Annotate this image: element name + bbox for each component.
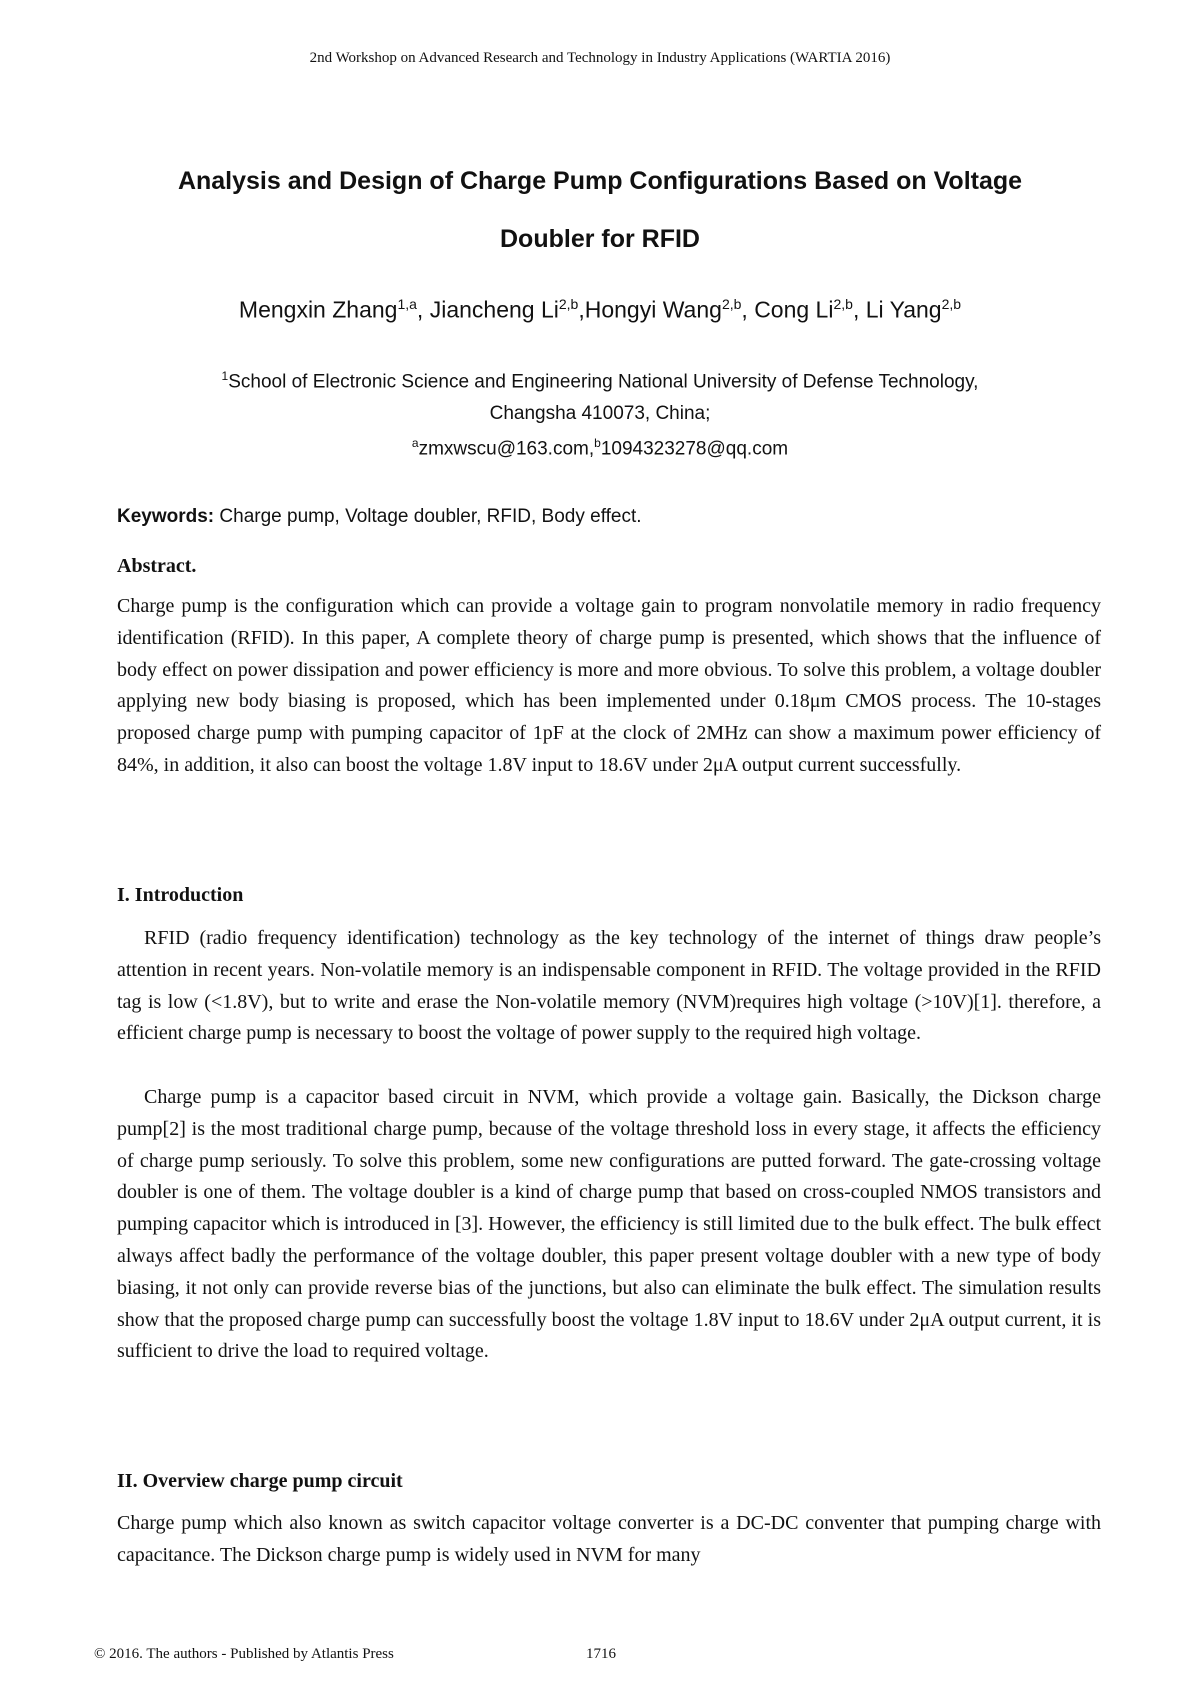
affiliation-line-1 — [100, 360, 1100, 398]
paper-title — [80, 152, 1120, 268]
author-name: Hongyi Wang — [584, 296, 722, 323]
affiliation-line-2: Changsha 410073, China; — [489, 403, 711, 425]
email-sup-a: a — [411, 436, 419, 450]
author-list — [80, 296, 1120, 324]
author-affil-sup: 2,b — [941, 296, 962, 312]
email-b: 1094323278@qq.com — [600, 438, 789, 460]
page-number: 1716 — [586, 1646, 616, 1662]
author-affil-sup: 2,b — [558, 296, 579, 312]
overview-paragraph-1: Charge pump which also known as switch capacitor voltage converter is a DC-DC conventer that pumping charge with capacitance. The Dickson charge pump is widely used in NVM for many — [117, 1512, 1101, 1566]
conference-header: 2nd Workshop on Advanced Research and Technology in Industry Applications (WARTIA 2016) — [309, 50, 891, 66]
affiliation-text: School of Electronic Science and Engineering National University of Defense Technology, — [228, 371, 979, 393]
author-name: Jiancheng Li — [429, 296, 559, 323]
email-a: zmxwscu@163.com, — [418, 438, 595, 460]
introduction-paragraph-1: RFID (radio frequency identification) technology as the key technology of the internet of things draw people’s attention in recent years. Non-volatile memory is an indispensable component in RFID. The voltage provided in the RFID tag is low (<1.8V), but to write and erase the Non-volatile memory (NVM)requires high voltage (>10V)[1]. therefore, a efficient charge pump is necessary to boost the voltage of power supply to the required high voltage. — [117, 927, 1101, 1045]
author-name: Cong Li — [754, 296, 834, 323]
author-affil-sup: 2,b — [833, 296, 853, 312]
keywords-text: Charge pump, Voltage doubler, RFID, Body effect. — [214, 506, 642, 527]
affiliation-sup: 1 — [221, 369, 229, 383]
keywords — [117, 506, 1097, 528]
author-affil-sup: 2,b — [721, 296, 742, 312]
introduction-paragraph-2: Charge pump is a capacitor based circuit in NVM, which provide a voltage gain. Basically, the Dickson charge pump[2] is the most traditional charge pump, because of the voltage threshold loss in every stage, it affects the efficiency of charge pump seriously. To solve this problem, some new configurations are putted forward. The gate-crossing voltage doubler is one of them. The voltage doubler is a kind of charge pump that based on cross-coupled NMOS transistors and pumping capacitor which is introduced in [3]. However, the efficiency is still limited due to the bulk effect. The bulk effect always affect badly the performance of the voltage doubler, this paper present voltage doubler with a new type of body biasing, it not only can provide reverse bias of the junctions, but also can eliminate the bulk effect. The simulation results show that the proposed charge pump can successfully boost the voltage 1.8V input to 18.6V under 2μA output current, it is sufficient to drive the load to required voltage. — [117, 1086, 1101, 1363]
title-line-2: Doubler for RFID — [500, 225, 700, 253]
author-sep: , — [852, 296, 866, 323]
author-name: Li Yang — [865, 296, 942, 323]
introduction-heading: I. Introduction — [117, 884, 244, 906]
title-line-1: Analysis and Design of Charge Pump Configurations Based on Voltage — [177, 167, 1023, 195]
author-sep: , — [578, 296, 585, 323]
author-sep: , — [741, 296, 755, 323]
author-name: Mengxin Zhang — [238, 296, 398, 323]
author-sep: , — [416, 296, 430, 323]
abstract-text: Charge pump is the configuration which can provide a voltage gain to program nonvolatile memory in radio frequency identification (RFID). In this paper, A complete theory of charge pump is presented, which shows that the influence of body effect on power dissipation and power efficiency is more and more obvious. To solve this problem, a voltage doubler applying new body biasing is proposed, which has been implemented under 0.18μm CMOS process. The 10-stages proposed charge pump with pumping capacitor of 1pF at the clock of 2MHz can show a maximum power efficiency of 84%, in addition, it also can boost the voltage 1.8V input to 18.6V under 2μA output current successfully. — [117, 595, 1101, 776]
email-sup-b: b — [594, 436, 601, 450]
keywords-label: Keywords: — [117, 506, 215, 527]
author-emails — [100, 436, 1100, 460]
overview-heading: II. Overview charge pump circuit — [117, 1470, 403, 1492]
abstract-heading: Abstract. — [117, 555, 197, 577]
footer-copyright: © 2016. The authors - Published by Atlantis Press — [94, 1646, 394, 1662]
affiliation — [100, 360, 1100, 430]
author-affil-sup: 1,a — [397, 296, 417, 312]
